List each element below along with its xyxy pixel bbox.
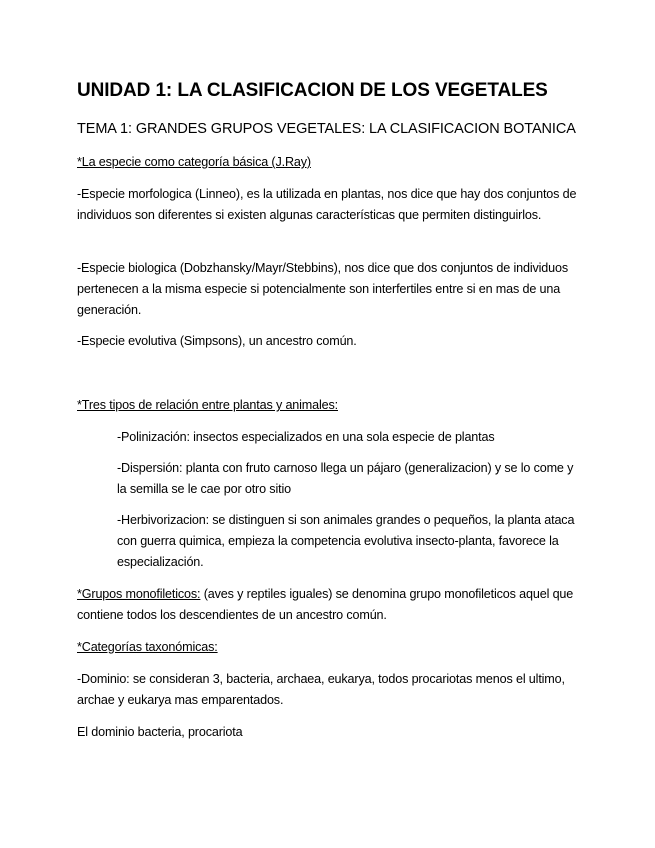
document-subtitle: TEMA 1: GRANDES GRUPOS VEGETALES: LA CLASIFICACION BOTANICA: [77, 121, 576, 137]
monofileticos-label: *Grupos monofileticos:: [77, 587, 201, 601]
section-heading-categorias: *Categorías taxonómicas:: [77, 640, 218, 654]
paragraph-grupos-monofileticos: [77, 584, 582, 626]
document-title: UNIDAD 1: LA CLASIFICACION DE LOS VEGETALES: [77, 80, 548, 101]
list-item-herbivorizacion: -Herbivorizacion: se distinguen si son animales grandes o pequeños, la planta ataca con guerra quimica, empieza la competencia evolutiva insecto-planta, favorece la especialización.: [117, 513, 575, 569]
paragraph-dominio-bacteria: El dominio bacteria, procariota: [77, 725, 243, 739]
paragraph-especie-morfologica: -Especie morfologica (Linneo), es la utilizada en plantas, nos dice que hay dos conjuntos de individuos son diferentes si existen algunas características que permiten distinguirlos.: [77, 187, 577, 222]
paragraph-especie-evolutiva: -Especie evolutiva (Simpsons), un ancestro común.: [77, 334, 357, 348]
section-heading-especie: *La especie como categoría básica (J.Ray): [77, 155, 311, 169]
list-item-dispersion: -Dispersión: planta con fruto carnoso llega un pájaro (generalizacion) y se lo come y la semilla se le cae por otro sitio: [117, 461, 574, 496]
monofileticos-text: (aves y reptiles iguales) se denomina grupo monofileticos aquel que contiene todos los descendientes de un ancestro común.: [77, 587, 574, 622]
section-heading-relaciones: *Tres tipos de relación entre plantas y animales:: [77, 398, 338, 412]
paragraph-dominio: -Dominio: se consideran 3, bacteria, archaea, eukarya, todos procariotas menos el ultimo, archae y eukarya mas emparentados.: [77, 672, 565, 707]
list-item-polinizacion: -Polinización: insectos especializados en una sola especie de plantas: [117, 430, 495, 444]
paragraph-especie-biologica: -Especie biologica (Dobzhansky/Mayr/Stebbins), nos dice que dos conjuntos de individuos pertenecen a la misma especie si potencialmente son interfertiles entre si en mas de una generación.: [77, 261, 568, 317]
